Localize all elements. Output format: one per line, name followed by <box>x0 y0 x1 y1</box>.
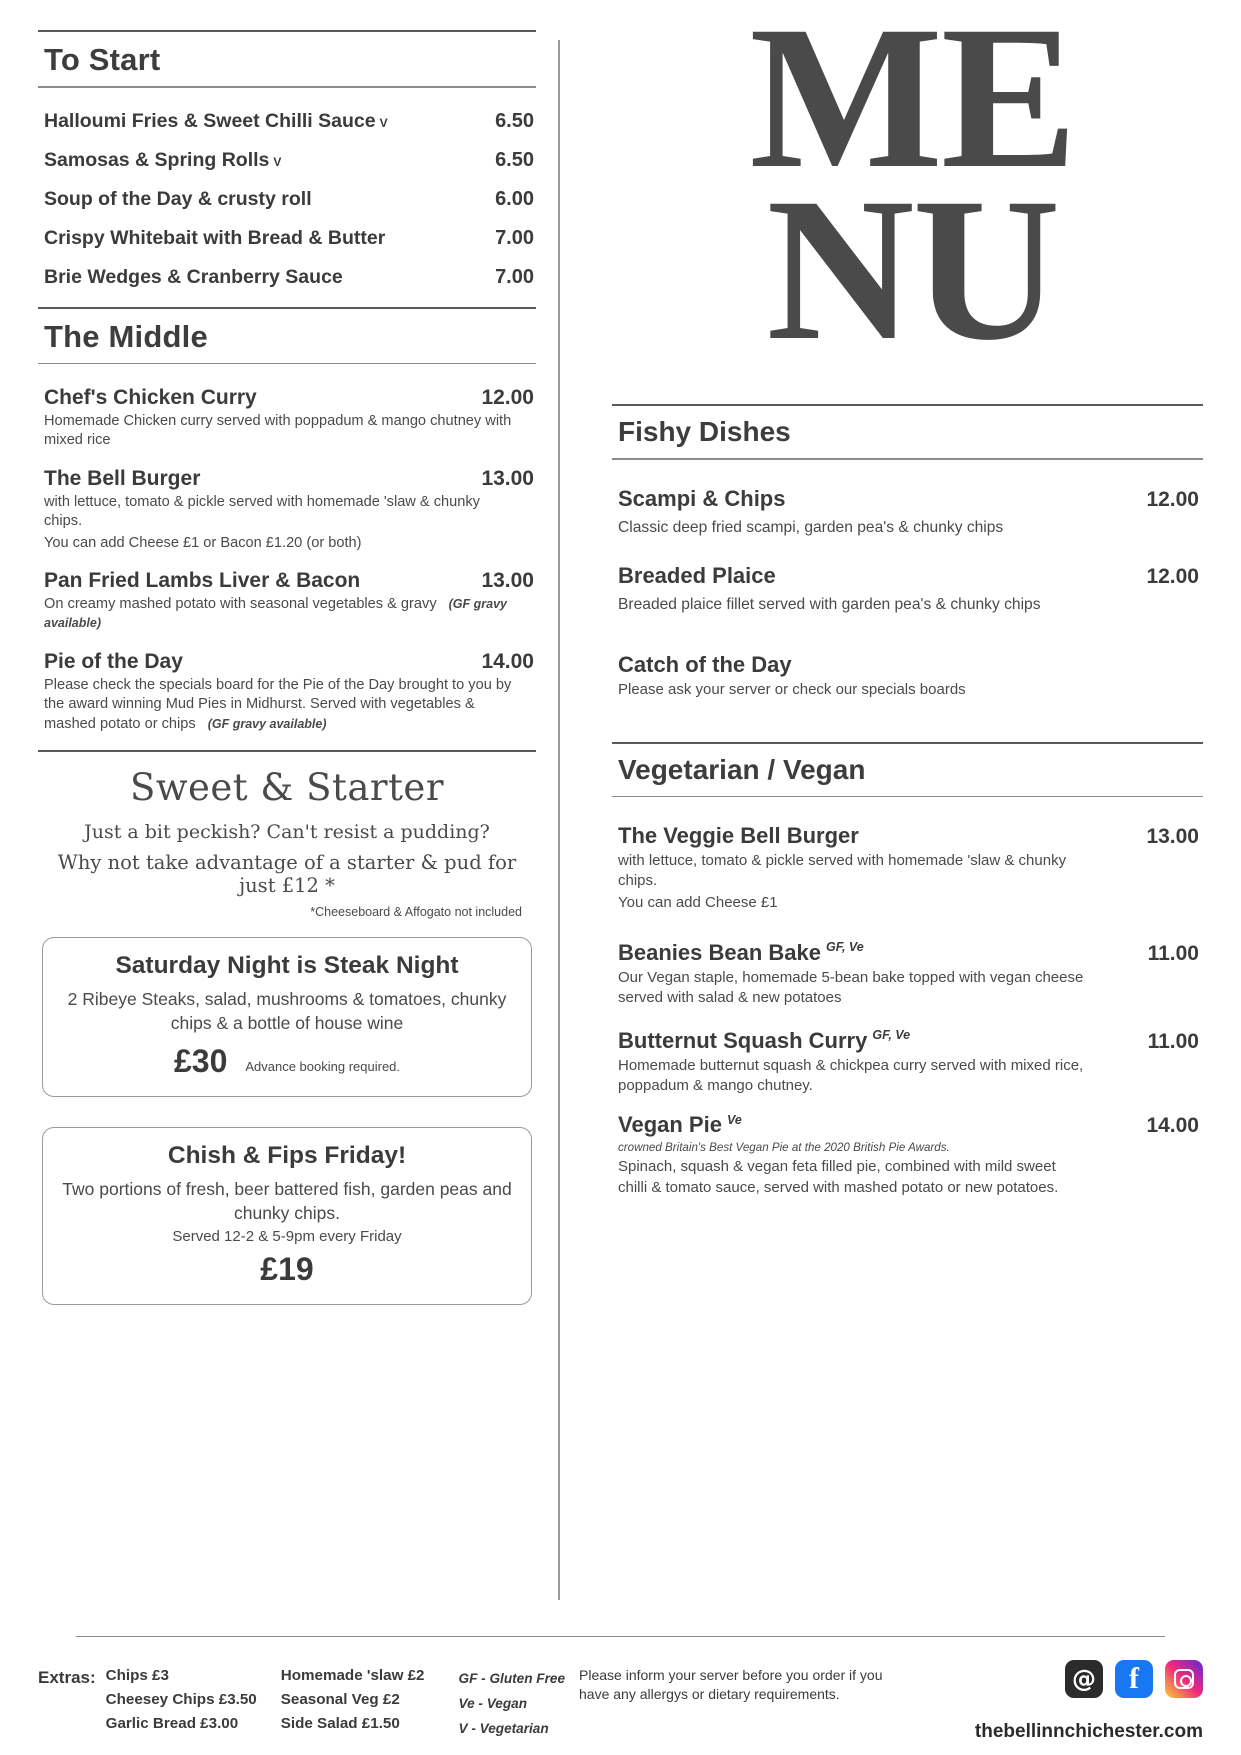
item-price: 6.50 <box>495 109 534 132</box>
item-price: 6.00 <box>495 187 534 210</box>
dish-name: Pie of the Day <box>44 649 183 673</box>
dish-name: Scampi & Chips <box>618 485 786 511</box>
allergy-note: Please inform your server before you order if you have any allergys or dietary requirements. <box>579 1666 883 1703</box>
dish-item <box>38 386 536 451</box>
key-item: Ve - Vegan <box>458 1695 528 1711</box>
offer-box-steak-night <box>42 937 532 1097</box>
dish-header <box>618 563 1199 589</box>
item-price: 7.00 <box>495 226 534 249</box>
section-heading-vegetarian-vegan: Vegetarian / Vegan <box>618 753 866 785</box>
dish-header <box>618 823 1199 849</box>
dish-item <box>612 823 1203 913</box>
dish-description-extra: You can add Cheese £1 <box>618 894 778 912</box>
extras-item: Homemade 'slaw £2 <box>280 1666 425 1684</box>
dish-description: Classic deep fried scampi, garden pea's & chunky chips <box>618 518 1004 536</box>
dish-header <box>618 486 1199 512</box>
dish-header <box>44 386 534 410</box>
diet-tag: V <box>273 154 282 169</box>
dish-description: Please check the specials board for the Pie of the Day brought to you by the award winning Mud Pies in Midhurst. Served with vegetables & mashed potato or chips (GF gravy available) <box>44 676 512 732</box>
offer-box-chish-fips <box>42 1127 532 1304</box>
divider-above-sweet <box>38 750 536 752</box>
dish-price: 11.00 <box>1147 1029 1199 1053</box>
divider-under-to-start <box>38 86 536 88</box>
dish-name: The Bell Burger <box>44 466 201 490</box>
diet-tag: GF, Ve <box>826 940 864 955</box>
threads-icon[interactable]: @ <box>1065 1660 1103 1698</box>
sweet-line-1: Just a bit peckish? Can't resist a pudding? <box>84 821 490 844</box>
gf-note: (GF gravy available) <box>44 597 507 631</box>
section-sweet-and-starter <box>38 750 536 919</box>
dish-header <box>618 652 1199 678</box>
offer-subnote: Served 12-2 & 5-9pm every Friday <box>172 1227 402 1245</box>
extras-item: Garlic Bread £3.00 <box>105 1715 239 1733</box>
social-links <box>1065 1660 1203 1698</box>
dish-price: 12.00 <box>481 386 534 409</box>
list-item <box>38 188 536 211</box>
sweet-footnote: *Cheeseboard & Affogato not included <box>310 905 522 920</box>
dish-description: Homemade Chicken curry served with poppadum & mango chutney with mixed rice <box>44 413 512 449</box>
dish-name: Beanies Bean Bake $^{GF, Ve}$ <box>618 939 864 965</box>
item-name: Halloumi Fries & Sweet Chilli Sauce V <box>44 109 388 132</box>
dish-price: 11.00 <box>1147 941 1199 965</box>
diet-tag: Ve <box>726 1112 742 1127</box>
dish-name: Pan Fried Lambs Liver & Bacon <box>44 569 361 593</box>
section-heading-fishy-dishes: Fishy Dishes <box>618 416 791 448</box>
diet-tag: GF, Ve <box>872 1028 911 1043</box>
item-name: Soup of the Day & crusty roll <box>44 187 312 210</box>
dish-header <box>44 467 534 491</box>
to-start-list <box>38 110 536 289</box>
dish-price: 13.00 <box>1146 825 1199 849</box>
divider-under-fishy <box>612 458 1203 460</box>
dish-item <box>612 486 1203 539</box>
dish-item <box>38 650 536 734</box>
diet-tag <box>859 824 864 838</box>
divider-under-the-middle <box>38 363 536 365</box>
dish-item <box>38 467 536 553</box>
dish-name: Vegan Pie $^{Ve}$ <box>618 1111 742 1137</box>
item-name: Brie Wedges & Cranberry Sauce <box>44 265 343 288</box>
footer-divider <box>76 1636 1165 1638</box>
footer <box>38 1654 1203 1741</box>
dish-price: 12.00 <box>1146 487 1199 511</box>
dish-item <box>38 569 536 634</box>
sweet-title: Sweet & Starter <box>129 766 445 810</box>
dish-item <box>612 652 1203 700</box>
dish-item <box>612 1112 1203 1198</box>
list-item <box>38 227 536 250</box>
offer-price: £30 <box>173 1043 228 1080</box>
dish-description: On creamy mashed potato with seasonal vegetables & gravy (GF gravy available) <box>44 596 507 631</box>
section-heading-to-start: To Start <box>44 42 161 77</box>
dish-description: Homemade butternut squash & chickpea curry served with mixed rice, poppadum & mango chutney. <box>618 1056 1084 1094</box>
dish-description-extra: You can add Cheese £1 or Bacon £1.20 (or both) <box>44 534 362 551</box>
item-price: 6.50 <box>495 148 534 171</box>
item-name: Crispy Whitebait with Bread & Butter <box>44 226 386 249</box>
dish-header <box>618 940 1199 966</box>
veg-list <box>612 823 1203 1197</box>
offer-price: £19 <box>260 1250 314 1287</box>
dish-header <box>618 1028 1199 1054</box>
list-item <box>38 110 536 133</box>
extras-item: Cheesey Chips £3.50 <box>105 1690 257 1708</box>
section-to-start <box>38 30 536 289</box>
sweet-block <box>38 766 536 919</box>
dish-name: Breaded Plaice <box>618 562 776 588</box>
dish-description: Please ask your server or check our specials boards <box>618 680 966 698</box>
list-item <box>38 149 536 172</box>
instagram-glyph <box>1174 1669 1194 1689</box>
menu-wordmark <box>612 0 1203 384</box>
key-item: GF - Gluten Free <box>458 1670 566 1686</box>
dish-description: Our Vegan staple, homemade 5-bean bake topped with vegan cheese served with salad & new potatoes <box>618 968 1084 1006</box>
extras-label: Extras: <box>38 1667 96 1687</box>
wordmark-line-2: NU <box>766 156 1059 384</box>
extras-item: Seasonal Veg £2 <box>280 1690 400 1708</box>
dish-header <box>618 1112 1199 1138</box>
section-vegetarian-vegan <box>612 742 1203 1198</box>
dish-description: with lettuce, tomato & pickle served with homemade 'slaw & chunky chips. <box>44 493 480 530</box>
dish-description: Breaded plaice fillet served with garden pea's & chunky chips <box>618 595 1041 613</box>
item-price: 7.00 <box>495 265 534 288</box>
dish-item <box>612 940 1203 1008</box>
dish-price: 13.00 <box>481 466 534 490</box>
section-heading-the-middle: The Middle <box>44 318 208 354</box>
offer-description: 2 Ribeye Steaks, salad, mushrooms & tomatoes, chunky chips & a bottle of house wine <box>67 989 507 1033</box>
key-item: V - Vegetarian <box>458 1720 549 1736</box>
offer-price-row <box>61 1043 513 1080</box>
diet-tag: V <box>379 115 388 130</box>
dish-price: 12.00 <box>1146 564 1199 588</box>
dish-description: with lettuce, tomato & pickle served with homemade 'slaw & chunky chips. <box>618 852 1067 890</box>
website-url[interactable]: thebellinnchichester.com <box>974 1721 1203 1742</box>
dish-item <box>612 1028 1203 1096</box>
extras-item: Chips £3 <box>105 1666 169 1684</box>
dish-name: Chef's Chicken Curry <box>44 386 257 409</box>
dish-item <box>612 563 1203 616</box>
extras-column-1 <box>106 1654 257 1737</box>
offer-title: Saturday Night is Steak Night <box>115 952 459 980</box>
dish-name: Catch of the Day <box>618 651 792 677</box>
offer-note: Advance booking required. <box>245 1059 401 1075</box>
dish-price: 14.00 <box>1146 1113 1199 1137</box>
instagram-icon[interactable] <box>1165 1660 1203 1698</box>
offer-title: Chish & Fips Friday! <box>167 1142 407 1170</box>
left-column <box>38 30 558 1610</box>
fishy-list <box>612 486 1203 700</box>
menu-columns <box>38 0 1203 1610</box>
award-note: crowned Britain's Best Vegan Pie at the 2020 British Pie Awards. <box>618 1140 950 1154</box>
dish-price: 14.00 <box>481 649 534 673</box>
dish-price: 13.00 <box>481 569 534 593</box>
wordmark-line-1: ME <box>749 0 1076 211</box>
section-fishy-dishes <box>612 404 1203 699</box>
facebook-icon[interactable]: f <box>1115 1660 1153 1698</box>
sweet-line-2: Why not take advantage of a starter & pud for just £12 * <box>57 851 517 898</box>
extras-column-2 <box>257 1654 425 1737</box>
section-the-middle <box>38 307 536 735</box>
gf-note: (GF gravy available) <box>207 716 327 731</box>
item-name: Samosas & Spring Rolls V <box>44 148 282 171</box>
dish-header <box>44 569 534 593</box>
allergen-key <box>425 1654 566 1741</box>
offer-description: Two portions of fresh, beer battered fish, garden peas and chunky chips. <box>62 1179 512 1223</box>
list-item <box>38 266 536 289</box>
dish-name: The Veggie Bell Burger <box>618 823 1121 849</box>
dish-description: crowned Britain's Best Vegan Pie at the 2020 British Pie Awards. Spinach, squash & vegan feta filled pie, combined with mild sweet chilli & tomato sauce, served with mashed potato or new potatoes. <box>618 1140 1088 1198</box>
right-column <box>560 0 1203 1610</box>
dish-name: Butternut Squash Curry $^{GF, Ve}$ <box>618 1027 911 1053</box>
the-middle-list <box>38 386 536 734</box>
extras-item: Side Salad £1.50 <box>280 1715 400 1733</box>
divider-under-veg <box>612 796 1203 798</box>
dish-header <box>44 650 534 674</box>
